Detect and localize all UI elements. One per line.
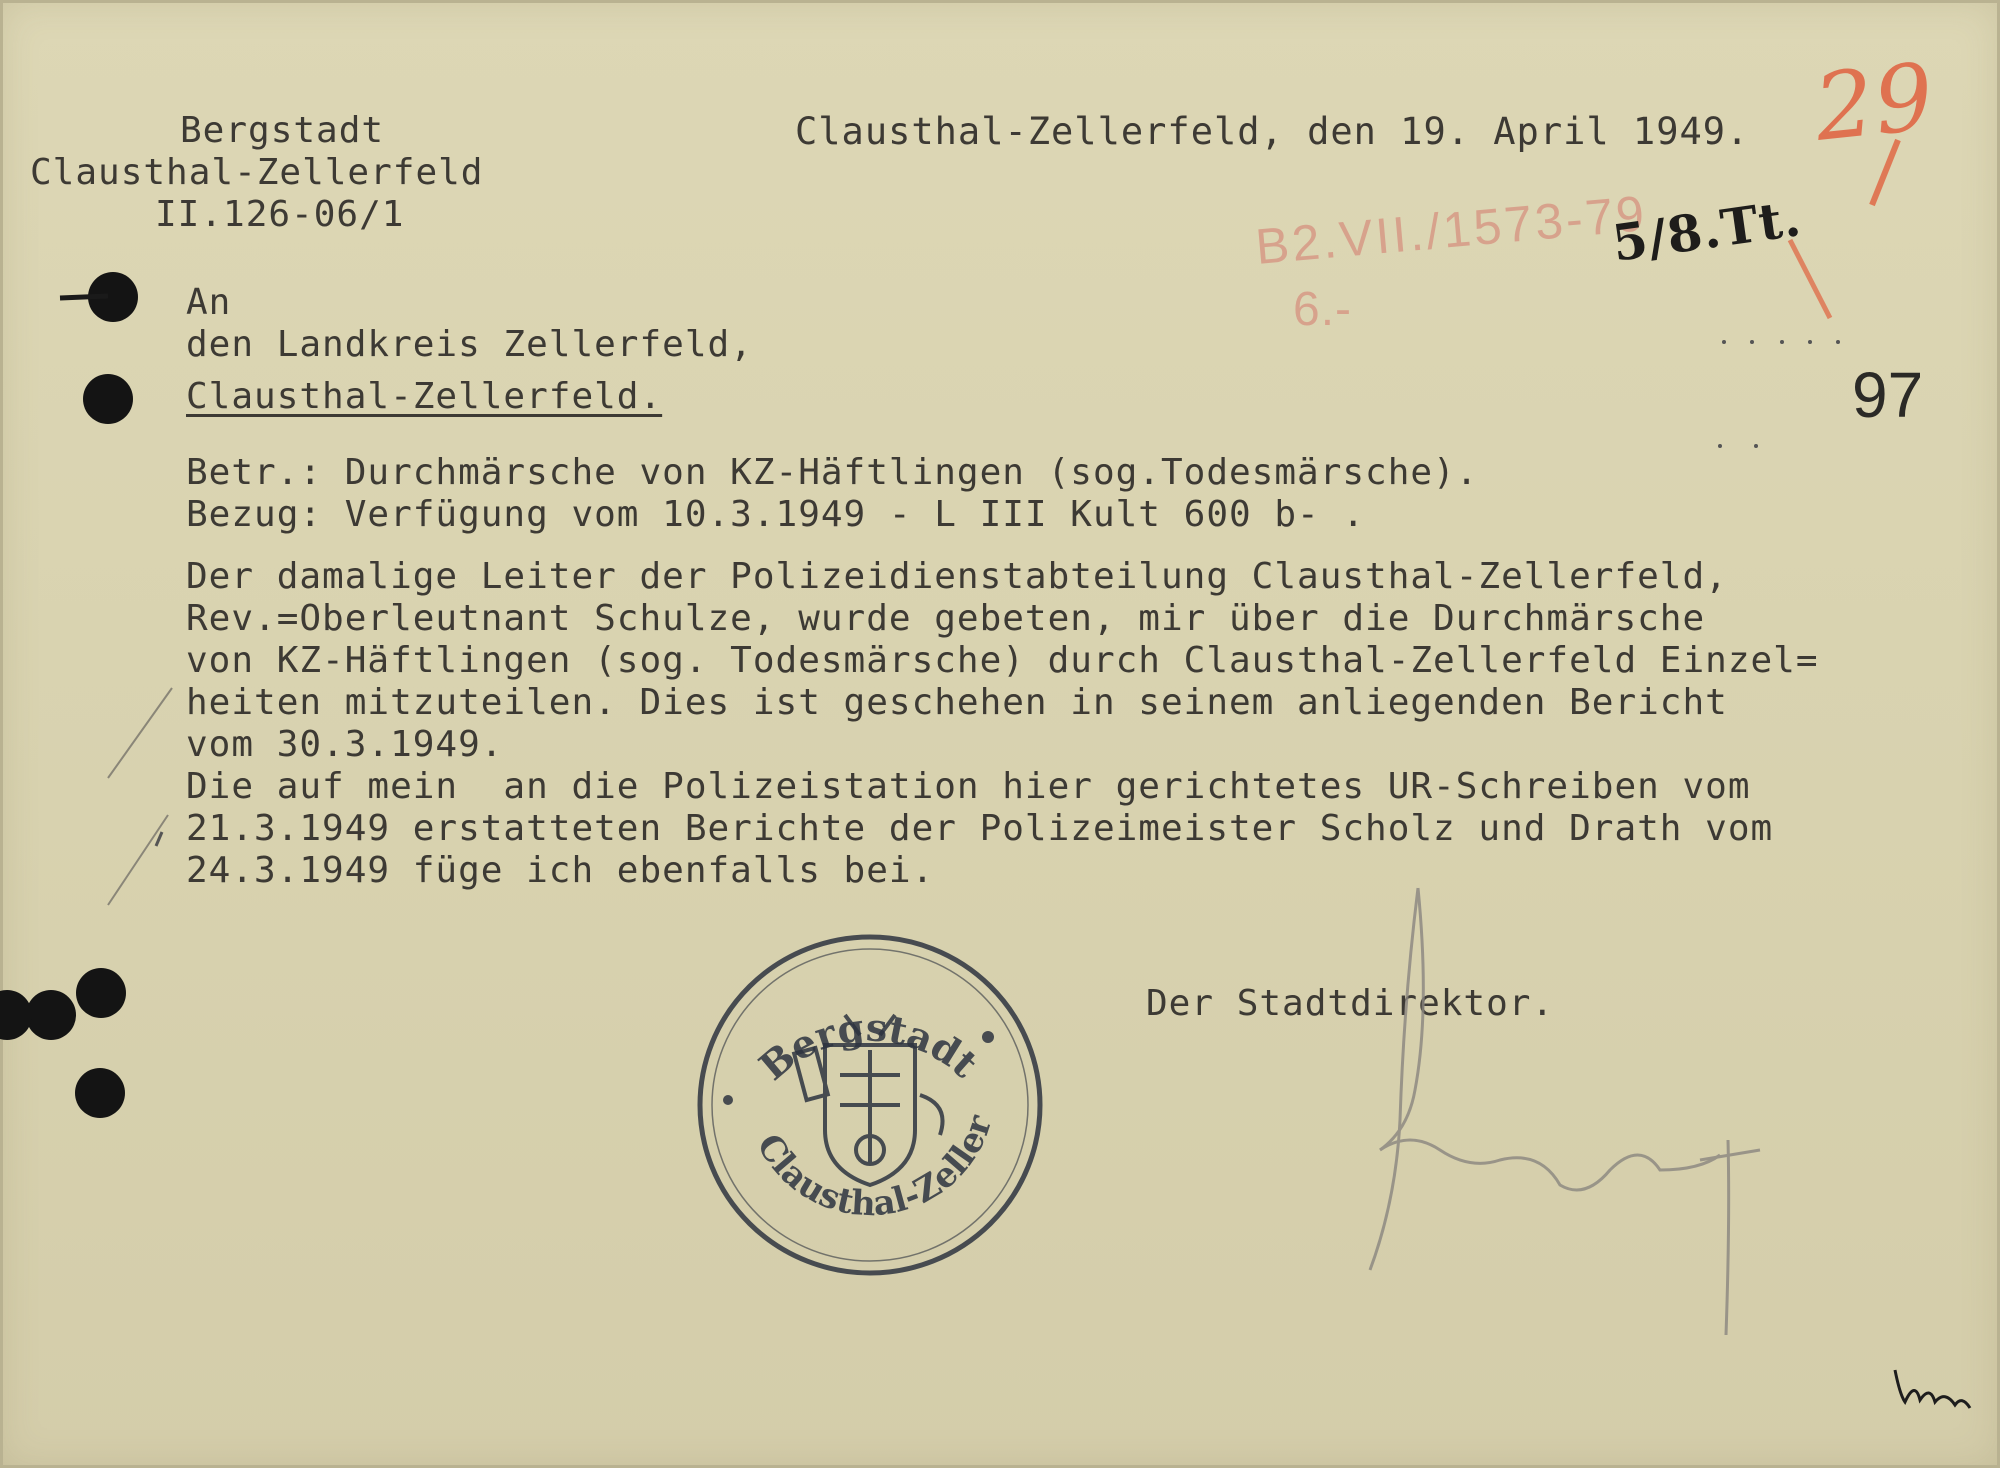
recipient-city: Clausthal-Zellerfeld. xyxy=(186,376,663,417)
stamp-bottom-text: Clausthal-Zellerfeld xyxy=(748,1074,1001,1225)
dotted-marks xyxy=(1718,340,1840,448)
initials-mark xyxy=(1895,1370,1970,1408)
margin-arrow-mark xyxy=(60,296,108,298)
margin-pencil-stroke xyxy=(156,832,162,846)
body-line: Rev.=Oberleutnant Schulze, wurde gebeten, mir über die Durchmärsche xyxy=(186,598,1706,639)
body-line: 24.3.1949 füge ich ebenfalls bei. xyxy=(186,850,935,891)
ink-reference-annotation: 5/8.Tt. xyxy=(1608,188,1806,273)
margin-pencil-stroke xyxy=(108,815,168,905)
subject-line: Betr.: Durchmärsche von KZ-Häftlingen (sog.Todesmärsche). xyxy=(186,452,1479,493)
handwritten-signature xyxy=(1370,888,1760,1335)
body-line: von KZ-Häftlingen (sog. Todesmärsche) durch Clausthal-Zellerfeld Einzel= xyxy=(186,640,1819,681)
margin-pencil-stroke xyxy=(108,688,172,778)
stamp-top-text: Bergstadt xyxy=(750,1004,987,1089)
body-line: Die auf mein an die Polizeistation hier gerichtetes UR-Schreiben vom xyxy=(186,766,1751,807)
page-number: 97 xyxy=(1852,359,1924,431)
red-pencil-mark xyxy=(1872,140,1898,205)
red-reference-annotation: B2.VII./1573-79 xyxy=(1253,185,1650,275)
red-amount-annotation: 6.- xyxy=(1293,283,1353,336)
body-line: Der damalige Leiter der Polizeidienstabteilung Clausthal-Zellerfeld, xyxy=(186,556,1728,597)
sender-line: Bergstadt xyxy=(180,110,385,151)
official-stamp xyxy=(700,937,1040,1273)
body-line: vom 30.3.1949. xyxy=(186,724,504,765)
date-line: Clausthal-Zellerfeld, den 19. April 1949. xyxy=(795,110,1750,153)
recipient-line: den Landkreis Zellerfeld, xyxy=(186,324,753,365)
red-pencil-mark xyxy=(1790,240,1830,318)
sender-line: Clausthal-Zellerfeld xyxy=(30,152,484,193)
signature-title: Der Stadtdirektor. xyxy=(1146,983,1555,1024)
body-line: 21.3.1949 erstatteten Berichte der Polizeimeister Scholz und Drath vom xyxy=(186,808,1774,849)
svg-text:Clausthal-Zellerfeld xyxy=(748,1074,1000,1224)
corner-number-annotation: 29 xyxy=(1809,43,1940,162)
recipient-line: An xyxy=(186,282,232,323)
body-line: heiten mitzuteilen. Dies ist geschehen in seinem anliegenden Bericht xyxy=(186,682,1728,723)
reference-line: Bezug: Verfügung vom 10.3.1949 - L III Kult 600 b- . xyxy=(186,494,1366,535)
sender-file-number: II.126-06/1 xyxy=(155,194,405,235)
